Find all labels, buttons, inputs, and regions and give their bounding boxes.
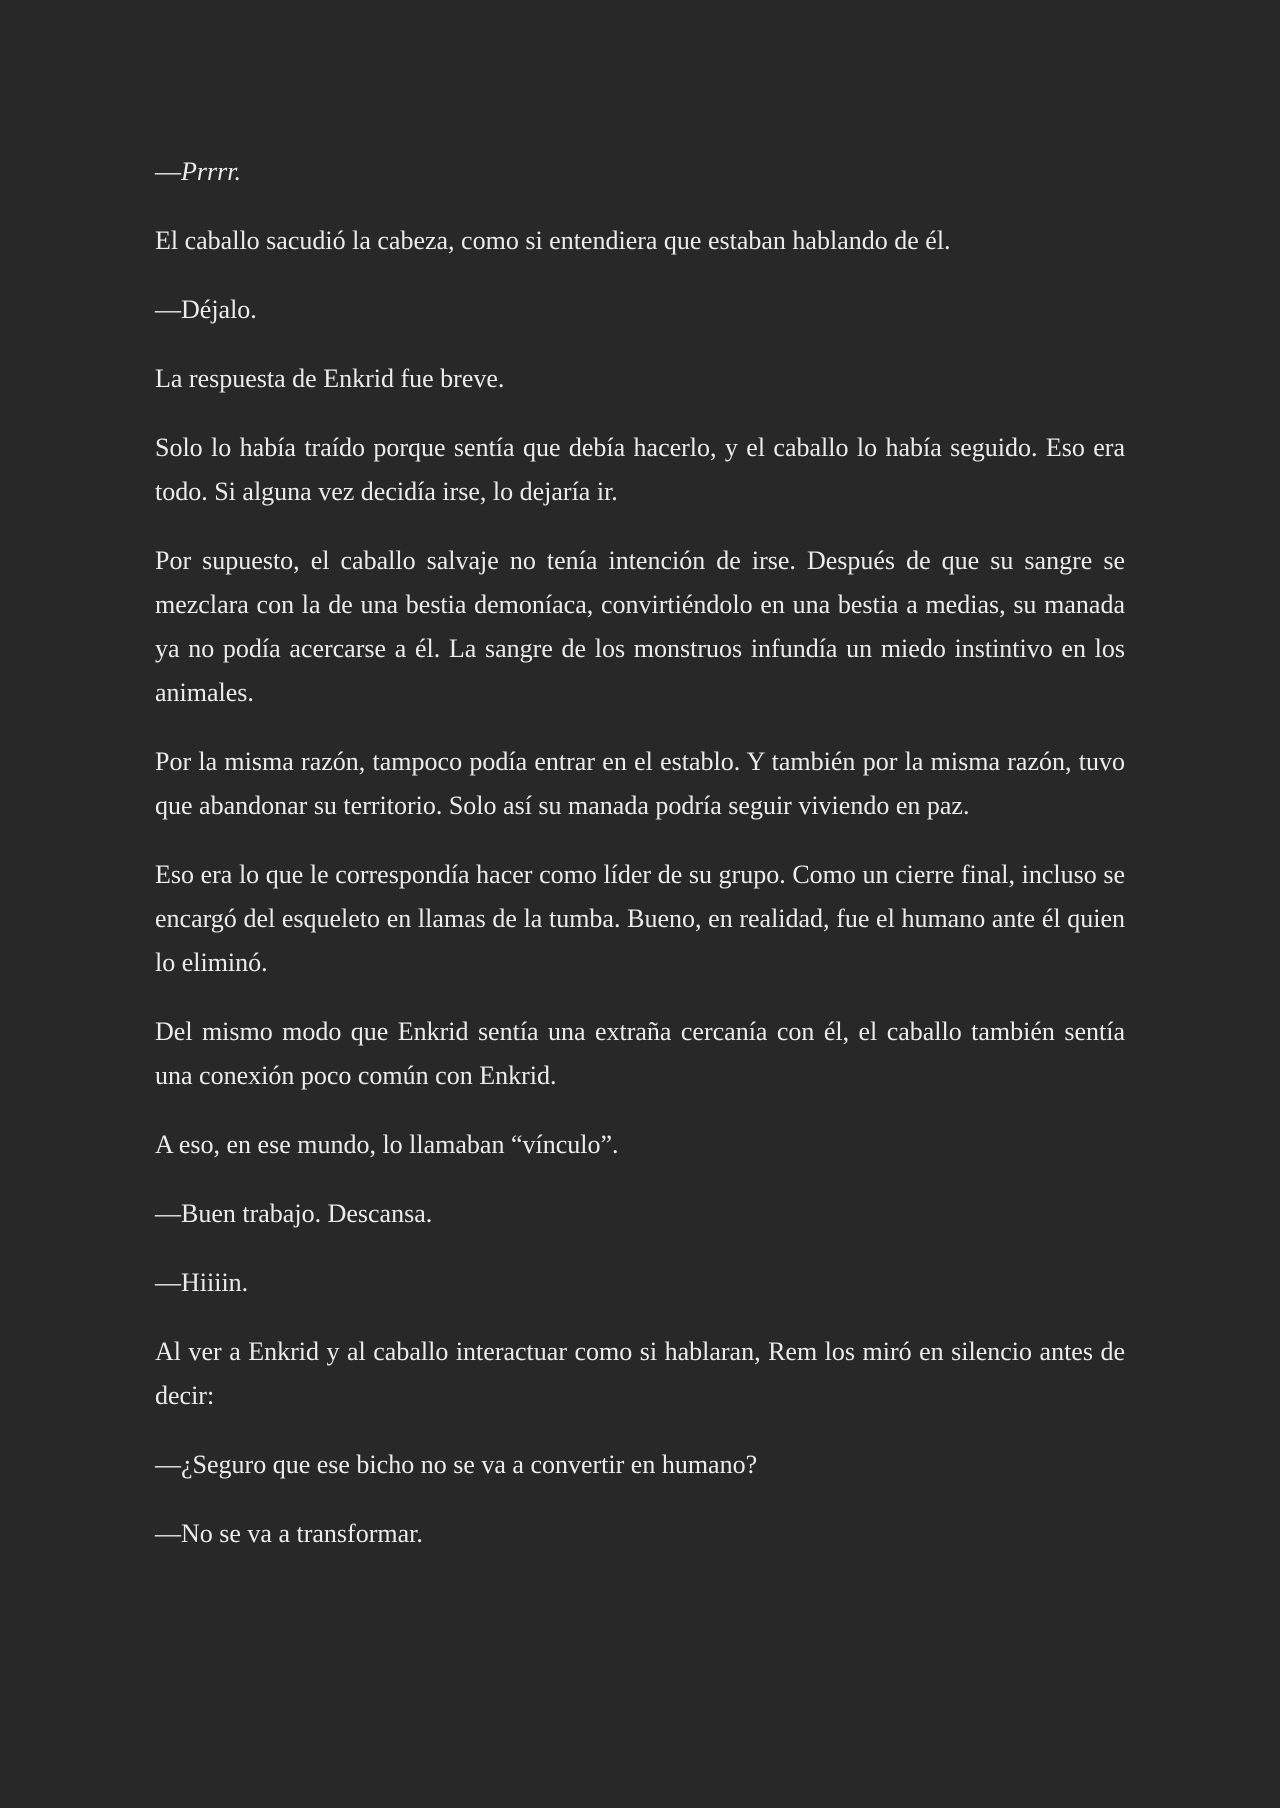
paragraph-5: Solo lo había traído porque sentía que debía hacerlo, y el caballo lo había seguido. Eso era todo. Si alguna vez decidía irse, lo dejaría ir. xyxy=(155,433,1125,506)
paragraph-3: —Déjalo. xyxy=(155,295,257,324)
paragraph-1 xyxy=(155,150,1125,194)
paragraph-9: Del mismo modo que Enkrid sentía una extraña cercanía con él, el caballo también sentía una conexión poco común con Enkrid. xyxy=(155,1017,1125,1090)
paragraph-2: El caballo sacudió la cabeza, como si entendiera que estaban hablando de él. xyxy=(155,226,951,255)
paragraph-4: La respuesta de Enkrid fue breve. xyxy=(155,364,505,393)
paragraph-8: Eso era lo que le correspondía hacer como líder de su grupo. Como un cierre final, incluso se encargó del esqueleto en llamas de la tumba. Bueno, en realidad, fue el humano ante él quien lo eliminó. xyxy=(155,860,1125,977)
paragraph-14: —¿Seguro que ese bicho no se va a convertir en humano? xyxy=(155,1450,758,1479)
paragraph-13: Al ver a Enkrid y al caballo interactuar como si hablaran, Rem los miró en silencio antes de decir: xyxy=(155,1337,1125,1410)
paragraph-11: —Buen trabajo. Descansa. xyxy=(155,1199,433,1228)
paragraph-7: Por la misma razón, tampoco podía entrar en el establo. Y también por la misma razón, tuvo que abandonar su territorio. Solo así su manada podría seguir viviendo en paz. xyxy=(155,747,1125,820)
paragraph-10: A eso, en ese mundo, lo llamaban “vínculo”. xyxy=(155,1130,619,1159)
italic-sound: Prrrr. xyxy=(181,157,241,186)
chapter-text xyxy=(155,150,1125,1556)
paragraph-12: —Hiiiin. xyxy=(155,1268,249,1297)
paragraph-15: —No se va a transformar. xyxy=(155,1519,423,1548)
dialogue-dash: — xyxy=(155,157,181,186)
paragraph-6: Por supuesto, el caballo salvaje no tenía intención de irse. Después de que su sangre se mezclara con la de una bestia demoníaca, convirtiéndolo en una bestia a medias, su manada ya no podía acercarse a él. La sangre de los monstruos infundía un miedo instintivo en los animales. xyxy=(155,546,1125,707)
